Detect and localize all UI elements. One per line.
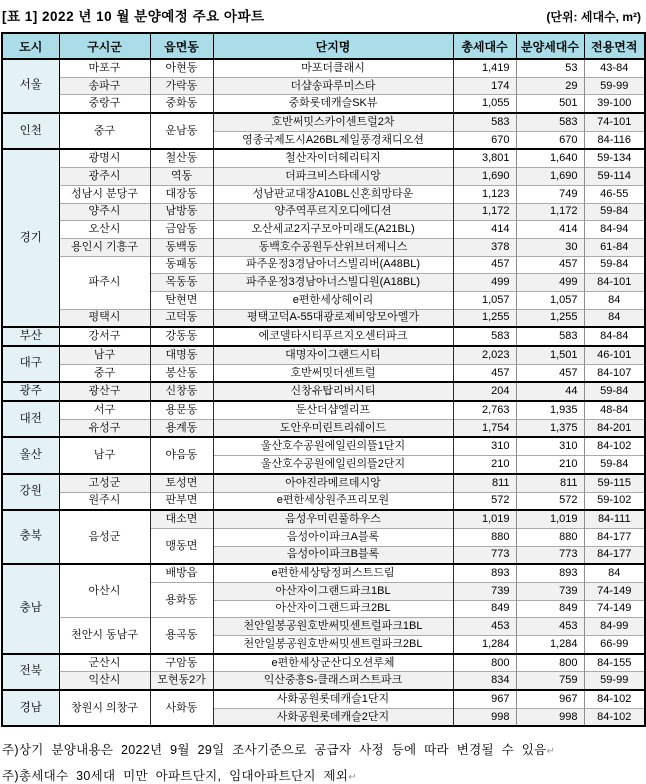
cell-district: 마포구 [59, 59, 150, 77]
cell-district: 광명시 [59, 149, 150, 167]
table-row [2, 113, 645, 131]
return-mark-icon: ↵ [348, 772, 357, 784]
cell-town: 아현동 [150, 59, 213, 77]
cell-town: 탄현면 [150, 291, 213, 309]
cell-total-units: 893 [453, 564, 516, 582]
cell-sale-units: 453 [516, 618, 584, 636]
cell-total-units: 773 [453, 546, 516, 564]
cell-town: 판부면 [150, 492, 213, 510]
cell-complex-name: 사화공원롯데캐슬2단지 [213, 708, 453, 726]
cell-area: 74-149 [584, 582, 645, 600]
cell-sale-units: 30 [516, 238, 584, 256]
cell-city: 경기 [2, 149, 59, 327]
cell-sale-units: 1,057 [516, 291, 584, 309]
cell-total-units: 811 [453, 474, 516, 492]
table-row [2, 77, 645, 95]
table-row [2, 346, 645, 364]
cell-area: 84-107 [584, 364, 645, 382]
cell-complex-name: 천안일봉공원호반써밋센트럴파크2BL [213, 636, 453, 654]
footnote-text: 주)상기 분양내용은 2022년 9월 29일 조사기준으로 공급자 사정 등에 따라 변경될 수 있음 [2, 743, 547, 758]
table-row [2, 672, 645, 690]
cell-district: 창원시 의창구 [59, 690, 150, 726]
cell-total-units: 210 [453, 456, 516, 474]
cell-total-units: 3,801 [453, 149, 516, 167]
cell-sale-units: 1,501 [516, 346, 584, 364]
cell-area: 84-111 [584, 510, 645, 528]
cell-city: 충북 [2, 510, 59, 564]
cell-complex-name: 더파크비스타데시앙 [213, 168, 453, 186]
col-header-sale-units: 분양세대수 [516, 33, 584, 59]
cell-area: 59-114 [584, 168, 645, 186]
cell-total-units: 414 [453, 221, 516, 239]
cell-complex-name: 중화롯데캐슬SK뷰 [213, 95, 453, 113]
table-row [2, 618, 645, 636]
cell-total-units: 572 [453, 492, 516, 510]
cell-area: 39-100 [584, 95, 645, 113]
table-row [2, 238, 645, 256]
cell-district: 남구 [59, 437, 150, 473]
cell-town: 모현동2가 [150, 672, 213, 690]
cell-town: 용문동 [150, 401, 213, 419]
cell-sale-units: 670 [516, 131, 584, 149]
cell-complex-name: 사화공원롯데캐슬1단지 [213, 690, 453, 708]
cell-area: 59-115 [584, 474, 645, 492]
cell-area: 74-101 [584, 113, 645, 131]
cell-sale-units: 583 [516, 113, 584, 131]
cell-total-units: 1,255 [453, 309, 516, 327]
cell-area: 74-149 [584, 600, 645, 618]
footnote [2, 766, 643, 784]
cell-sale-units: 1,172 [516, 203, 584, 221]
cell-sale-units: 893 [516, 564, 584, 582]
cell-complex-name: 동백호수공원두산위브더제니스 [213, 238, 453, 256]
cell-town: 가락동 [150, 77, 213, 95]
header-row [2, 33, 645, 59]
cell-town: 용곡동 [150, 618, 213, 654]
cell-town: 동패동 [150, 256, 213, 274]
cell-total-units: 457 [453, 364, 516, 382]
cell-district: 평택시 [59, 309, 150, 327]
cell-town: 목동동 [150, 274, 213, 292]
table-row [2, 492, 645, 510]
cell-sale-units: 53 [516, 59, 584, 77]
cell-district: 오산시 [59, 221, 150, 239]
cell-town: 구암동 [150, 654, 213, 672]
cell-total-units: 499 [453, 274, 516, 292]
cell-area: 84 [584, 309, 645, 327]
table-row [2, 401, 645, 419]
cell-district: 강서구 [59, 327, 150, 346]
cell-complex-name: 음성우미린풀하우스 [213, 510, 453, 528]
cell-complex-name: 아산자이그랜드파크2BL [213, 600, 453, 618]
title-bar [0, 0, 643, 32]
cell-district: 용인시 기흥구 [59, 238, 150, 256]
cell-town: 동백동 [150, 238, 213, 256]
cell-total-units: 1,419 [453, 59, 516, 77]
cell-city: 인천 [2, 113, 59, 149]
cell-area: 84 [584, 291, 645, 309]
cell-complex-name: 더샵송파루미스타 [213, 77, 453, 95]
cell-district: 중구 [59, 113, 150, 149]
cell-sale-units: 1,935 [516, 401, 584, 419]
footnote [2, 740, 643, 758]
cell-town: 사화동 [150, 690, 213, 726]
cell-total-units: 1,690 [453, 168, 516, 186]
cell-district: 광산구 [59, 382, 150, 401]
cell-area: 59-84 [584, 256, 645, 274]
cell-complex-name: 익산중흥S-클래스퍼스트파크 [213, 672, 453, 690]
cell-city: 서울 [2, 59, 59, 113]
cell-town: 역동 [150, 168, 213, 186]
cell-total-units: 453 [453, 618, 516, 636]
cell-town: 맹동면 [150, 528, 213, 564]
cell-town: 용계동 [150, 419, 213, 437]
cell-complex-name: 마포더클래시 [213, 59, 453, 77]
table-row [2, 510, 645, 528]
cell-complex-name: 성남판교대장A10BL신혼희망타운 [213, 185, 453, 203]
cell-city: 전북 [2, 654, 59, 690]
cell-sale-units: 310 [516, 437, 584, 455]
cell-area: 61-84 [584, 238, 645, 256]
cell-area: 59-99 [584, 672, 645, 690]
cell-sale-units: 759 [516, 672, 584, 690]
cell-sale-units: 1,690 [516, 168, 584, 186]
table-row [2, 654, 645, 672]
cell-total-units: 800 [453, 654, 516, 672]
cell-sale-units: 457 [516, 364, 584, 382]
cell-town: 토성면 [150, 474, 213, 492]
cell-total-units: 1,019 [453, 510, 516, 528]
cell-sale-units: 811 [516, 474, 584, 492]
cell-total-units: 1,284 [453, 636, 516, 654]
cell-total-units: 834 [453, 672, 516, 690]
cell-sale-units: 44 [516, 382, 584, 401]
cell-area: 59-134 [584, 149, 645, 167]
return-mark-icon: ↵ [546, 746, 556, 758]
cell-town: 금암동 [150, 221, 213, 239]
cell-complex-name: 양주역푸르지오디에디션 [213, 203, 453, 221]
cell-total-units: 1,172 [453, 203, 516, 221]
cell-complex-name: 아산자이그랜드파크1BL [213, 582, 453, 600]
cell-town: 용화동 [150, 582, 213, 617]
cell-area: 84-116 [584, 131, 645, 149]
cell-total-units: 204 [453, 382, 516, 401]
cell-sale-units: 499 [516, 274, 584, 292]
cell-district: 송파구 [59, 77, 150, 95]
cell-district: 광주시 [59, 168, 150, 186]
table-row [2, 59, 645, 77]
cell-complex-name: 에코델타시티푸르지오센터파크 [213, 327, 453, 346]
cell-area: 84-102 [584, 437, 645, 455]
table-row [2, 149, 645, 167]
cell-district: 남구 [59, 346, 150, 364]
footnote-text: 주)총세대수 30세대 미만 아파트단지, 임대아파트단지 제외 [2, 769, 349, 784]
cell-sale-units: 739 [516, 582, 584, 600]
cell-city: 대구 [2, 346, 59, 382]
cell-complex-name: 대명자이그랜드시티 [213, 346, 453, 364]
cell-sale-units: 501 [516, 95, 584, 113]
cell-complex-name: 천안일봉공원호반써밋센트럴파크1BL [213, 618, 453, 636]
cell-area: 84 [584, 564, 645, 582]
cell-sale-units: 998 [516, 708, 584, 726]
cell-sale-units: 1,255 [516, 309, 584, 327]
table-row [2, 382, 645, 401]
cell-sale-units: 583 [516, 327, 584, 346]
cell-sale-units: 880 [516, 528, 584, 546]
cell-complex-name: 도안우미린트리쉐이드 [213, 419, 453, 437]
cell-complex-name: e편한세상원주프리모원 [213, 492, 453, 510]
cell-total-units: 880 [453, 528, 516, 546]
table-row [2, 256, 645, 274]
footnotes [2, 740, 643, 784]
cell-district: 익산시 [59, 672, 150, 690]
cell-sale-units: 849 [516, 600, 584, 618]
cell-complex-name: 철산자이더헤리티지 [213, 149, 453, 167]
cell-complex-name: e편한세상탕정퍼스트드림 [213, 564, 453, 582]
cell-complex-name: 아야진라메르데시앙 [213, 474, 453, 492]
cell-area: 59-102 [584, 492, 645, 510]
cell-sale-units: 210 [516, 456, 584, 474]
cell-complex-name: 호반써밋더센트럴 [213, 364, 453, 382]
cell-city: 부산 [2, 327, 59, 346]
cell-sale-units: 457 [516, 256, 584, 274]
cell-total-units: 998 [453, 708, 516, 726]
cell-district: 성남시 분당구 [59, 185, 150, 203]
cell-area: 43-84 [584, 59, 645, 77]
col-header-district: 구시군 [59, 33, 150, 59]
cell-total-units: 378 [453, 238, 516, 256]
col-header-town: 읍면동 [150, 33, 213, 59]
cell-district: 음성군 [59, 510, 150, 564]
cell-complex-name: 울산호수공원에일린의뜰1단지 [213, 437, 453, 455]
cell-city: 광주 [2, 382, 59, 401]
cell-district: 고성군 [59, 474, 150, 492]
cell-area: 48-84 [584, 401, 645, 419]
table-row [2, 419, 645, 437]
table-title: [표 1] 2022 년 10 월 분양예정 주요 아파트 [2, 9, 265, 24]
cell-area: 84-101 [584, 274, 645, 292]
cell-area: 84-102 [584, 708, 645, 726]
cell-sale-units: 1,284 [516, 636, 584, 654]
table-row [2, 437, 645, 455]
cell-sale-units: 749 [516, 185, 584, 203]
cell-town: 대소면 [150, 510, 213, 528]
cell-complex-name: 음성아이파크B블록 [213, 546, 453, 564]
table-row [2, 364, 645, 382]
cell-complex-name: 둔산더샵엘리프 [213, 401, 453, 419]
cell-district: 아산시 [59, 564, 150, 618]
table-row [2, 309, 645, 327]
cell-total-units: 849 [453, 600, 516, 618]
col-header-complex-name: 단지명 [213, 33, 453, 59]
cell-sale-units: 414 [516, 221, 584, 239]
cell-sale-units: 572 [516, 492, 584, 510]
cell-total-units: 310 [453, 437, 516, 455]
cell-total-units: 670 [453, 131, 516, 149]
cell-area: 46-55 [584, 185, 645, 203]
cell-city: 강원 [2, 474, 59, 510]
cell-area: 84-177 [584, 528, 645, 546]
cell-sale-units: 1,019 [516, 510, 584, 528]
table-row [2, 474, 645, 492]
cell-total-units: 1,123 [453, 185, 516, 203]
table-row [2, 327, 645, 346]
cell-district: 천안시 동남구 [59, 618, 150, 654]
cell-complex-name: 오산세교2지구모아미래도(A21BL) [213, 221, 453, 239]
cell-town: 배방읍 [150, 564, 213, 582]
cell-complex-name: 울산호수공원에일린의뜰2단지 [213, 456, 453, 474]
cell-sale-units: 29 [516, 77, 584, 95]
cell-district: 중구 [59, 364, 150, 382]
cell-complex-name: 파주운정3경남아너스빌리버(A48BL) [213, 256, 453, 274]
presale-apartment-table [1, 32, 646, 727]
cell-complex-name: 영종국제도시A26BL제일풍경채디오션 [213, 131, 453, 149]
cell-sale-units: 773 [516, 546, 584, 564]
col-header-area: 전용면적 [584, 33, 645, 59]
cell-area: 84-99 [584, 618, 645, 636]
cell-city: 경남 [2, 690, 59, 726]
cell-complex-name: 파주운정3경남아너스빌디원(A18BL) [213, 274, 453, 292]
cell-area: 84-94 [584, 221, 645, 239]
cell-district: 양주시 [59, 203, 150, 221]
cell-total-units: 1,055 [453, 95, 516, 113]
table-row [2, 168, 645, 186]
cell-town: 야음동 [150, 437, 213, 473]
cell-town: 봉산동 [150, 364, 213, 382]
cell-area: 84-102 [584, 690, 645, 708]
cell-town: 중화동 [150, 95, 213, 113]
cell-district: 파주시 [59, 256, 150, 309]
cell-town: 철산동 [150, 149, 213, 167]
cell-district: 원주시 [59, 492, 150, 510]
cell-district: 서구 [59, 401, 150, 419]
cell-district: 유성구 [59, 419, 150, 437]
cell-area: 59-84 [584, 456, 645, 474]
cell-town: 신창동 [150, 382, 213, 401]
cell-town: 운남동 [150, 113, 213, 149]
cell-town: 고덕동 [150, 309, 213, 327]
cell-area: 46-101 [584, 346, 645, 364]
cell-total-units: 967 [453, 690, 516, 708]
table-row [2, 95, 645, 113]
cell-town: 남방동 [150, 203, 213, 221]
table-row [2, 185, 645, 203]
table-row [2, 221, 645, 239]
table-row [2, 690, 645, 708]
cell-total-units: 583 [453, 113, 516, 131]
cell-district: 군산시 [59, 654, 150, 672]
cell-complex-name: 평택고덕A-55대광로제비앙모아엘가 [213, 309, 453, 327]
cell-complex-name: 신창유탑리버시티 [213, 382, 453, 401]
cell-total-units: 174 [453, 77, 516, 95]
cell-sale-units: 800 [516, 654, 584, 672]
cell-area: 59-84 [584, 203, 645, 221]
cell-town: 대명동 [150, 346, 213, 364]
cell-area: 59-84 [584, 382, 645, 401]
unit-note: (단위: 세대수, m²) [546, 10, 641, 24]
cell-city: 충남 [2, 564, 59, 653]
cell-total-units: 2,023 [453, 346, 516, 364]
cell-sale-units: 967 [516, 690, 584, 708]
cell-area: 84-155 [584, 654, 645, 672]
cell-complex-name: 호반써밋스카이센트럴2차 [213, 113, 453, 131]
cell-total-units: 739 [453, 582, 516, 600]
cell-area: 84-84 [584, 327, 645, 346]
cell-area: 84-201 [584, 419, 645, 437]
cell-district: 중랑구 [59, 95, 150, 113]
cell-complex-name: e편한세상헤이리 [213, 291, 453, 309]
cell-town: 강동동 [150, 327, 213, 346]
table-row [2, 203, 645, 221]
cell-total-units: 1,057 [453, 291, 516, 309]
col-header-city: 도시 [2, 33, 59, 59]
cell-total-units: 1,754 [453, 419, 516, 437]
cell-area: 59-99 [584, 77, 645, 95]
cell-city: 울산 [2, 437, 59, 473]
cell-total-units: 2,763 [453, 401, 516, 419]
cell-area: 66-99 [584, 636, 645, 654]
cell-sale-units: 1,375 [516, 419, 584, 437]
cell-complex-name: 음성아이파크A블록 [213, 528, 453, 546]
cell-area: 84-177 [584, 546, 645, 564]
col-header-total-units: 총세대수 [453, 33, 516, 59]
cell-sale-units: 1,640 [516, 149, 584, 167]
cell-complex-name: e편한세상군산디오션루체 [213, 654, 453, 672]
table-row [2, 564, 645, 582]
cell-town: 대장동 [150, 185, 213, 203]
cell-total-units: 583 [453, 327, 516, 346]
cell-total-units: 457 [453, 256, 516, 274]
cell-city: 대전 [2, 401, 59, 437]
